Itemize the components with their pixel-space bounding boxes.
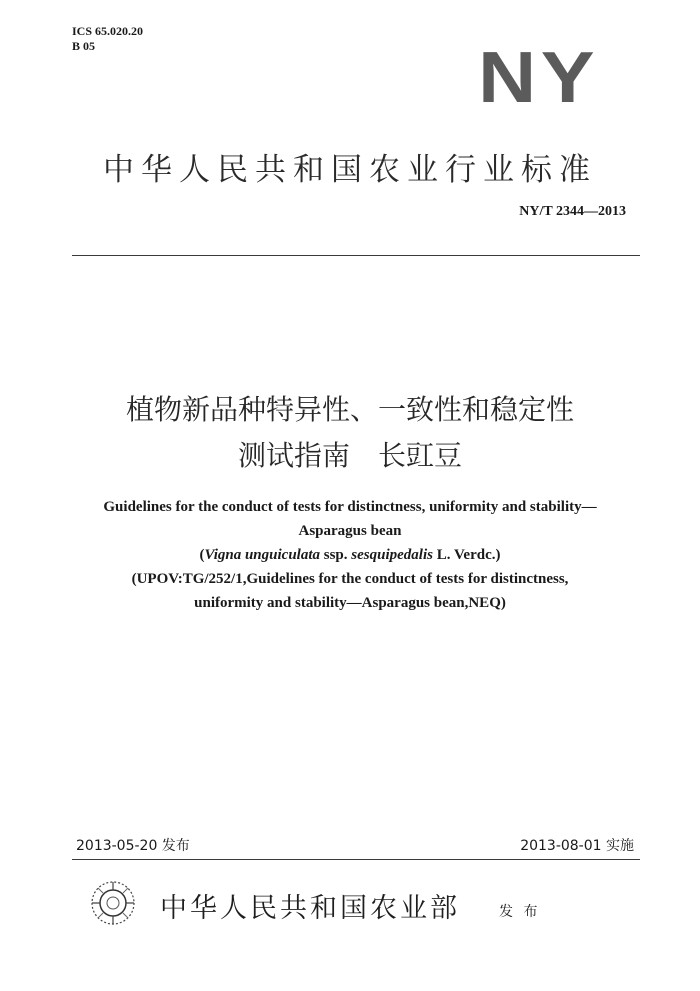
ny-logo: NY (478, 38, 599, 118)
scientific-name-open: ( (199, 547, 205, 563)
ics-code: ICS 65.020.20 (72, 24, 144, 38)
standard-type-title: 中华人民共和国农业行业标准 (103, 152, 597, 188)
standard-number: NY/T 2344—2013 (519, 204, 626, 219)
upov-reference-line-2: uniformity and stability—Asparagus bean,NEQ) (194, 595, 506, 611)
scientific-name-author: L. Verdc.) (432, 547, 501, 563)
publish-date: 2013-05-20 发布 (76, 838, 190, 854)
chinese-title-line-1: 植物新品种特异性、一致性和稳定性 (125, 393, 574, 426)
top-divider (72, 255, 640, 256)
scientific-name-subspecies: sesquipedalis (351, 547, 433, 563)
bottom-divider (72, 859, 640, 860)
scientific-name-genus: Vigna unguiculata (204, 547, 320, 563)
issue-label: 发 布 (499, 904, 541, 920)
classification-codes (72, 24, 143, 54)
ccs-code: B 05 (72, 39, 96, 53)
english-title-line-2: Asparagus bean (298, 523, 402, 539)
ministry-emblem-icon (90, 880, 136, 926)
implementation-date: 2013-08-01 实施 (520, 838, 634, 854)
scientific-name-ssp: ssp. (320, 547, 352, 563)
chinese-title-line-2: 测试指南 长豇豆 (237, 439, 462, 472)
english-title-line-1: Guidelines for the conduct of tests for distinctness, uniformity and stability— (103, 499, 597, 515)
scientific-name (40, 546, 660, 565)
issuing-authority: 中华人民共和国农业部 (160, 893, 460, 924)
upov-reference-line-1: (UPOV:TG/252/1,Guidelines for the conduct of tests for distinctness, (131, 571, 569, 587)
